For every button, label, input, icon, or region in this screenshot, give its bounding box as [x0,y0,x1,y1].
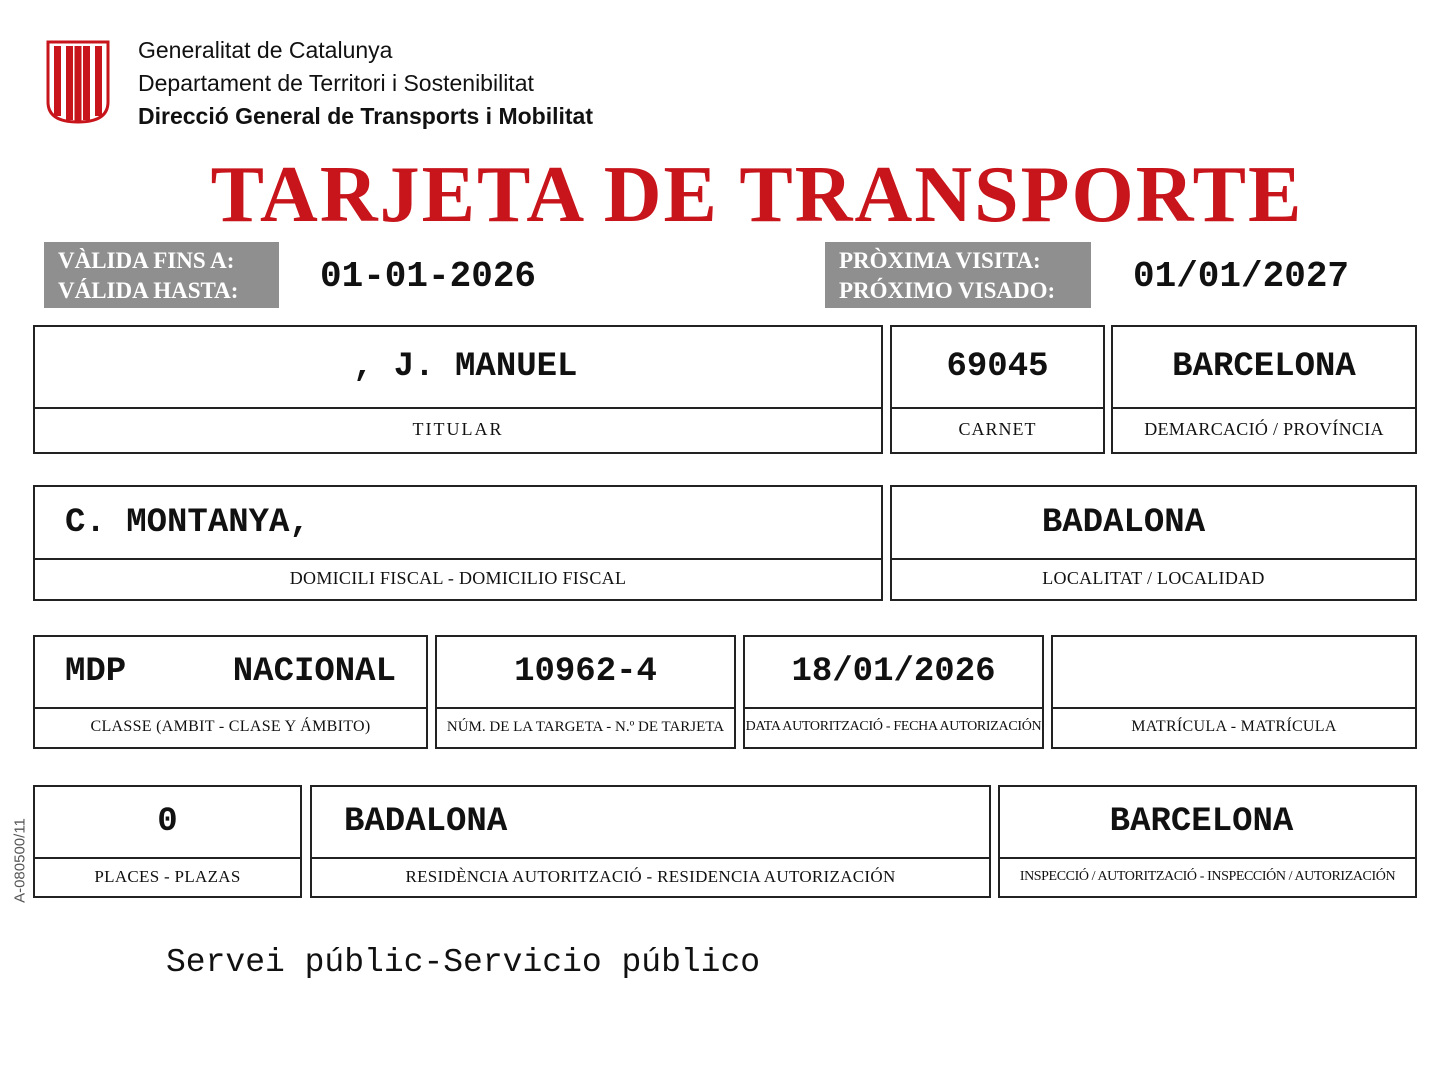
num-targeta-field [435,635,736,749]
classe-value-scope: NACIONAL [232,653,396,691]
residencia-label: RESIDÈNCIA AUTORITZACIÓ - RESIDENCIA AUTORIZACIÓN [405,866,896,886]
carnet-field [890,325,1105,454]
localitat-label: LOCALITAT / LOCALIDAD [1042,568,1265,588]
inspeccio-field [998,785,1417,898]
validity-date: 01-01-2026 [320,256,537,297]
num-targeta-label: NÚM. DE LA TARGETA - N.º DE TARJETA [446,718,725,735]
titular-label: TITULAR [412,419,504,439]
places-value: 0 [35,787,300,859]
matricula-field [1051,635,1417,749]
residencia-field [310,785,991,898]
places-field [33,785,302,898]
classe-label: CLASSE (AMBIT - CLASE Y ÁMBITO) [90,718,371,735]
classe-value [35,637,426,709]
validity-label-ca: VÀLIDA FINS A: [58,248,235,273]
data-autoritzacio-value: 18/01/2026 [745,637,1042,709]
num-targeta-value: 10962-4 [437,637,734,709]
validity-label-es: VÁLIDA HASTA: [58,278,239,303]
header-line-departament: Departament de Territori i Sostenibilitat [138,70,534,96]
carnet-label: CARNET [958,419,1037,439]
next-visit-date: 01/01/2027 [1133,256,1350,297]
titular-field [33,325,883,454]
residencia-value: BADALONA [312,787,989,859]
classe-field [33,635,428,749]
data-autoritzacio-label: DATA AUTORITZACIÓ - FECHA AUTORIZACIÓN [745,719,1042,734]
document-title: TARJETA DE TRANSPORTE [210,151,1304,239]
domicili-field [33,485,883,601]
inspeccio-label: INSPECCIÓ / AUTORITZACIÓ - INSPECCIÓN / AUTORIZACIÓN [1019,868,1396,884]
data-autoritzacio-field [743,635,1044,749]
generalitat-logo [44,38,112,124]
public-service-note: Servei públic-Servicio público [166,944,761,981]
validity-label [44,242,279,308]
domicili-label: DOMICILI FISCAL - DOMICILIO FISCAL [289,568,627,588]
places-label: PLACES - PLAZAS [94,866,241,886]
form-code: A-080500/11 [11,818,29,903]
next-visit-label-ca: PRÒXIMA VISITA: [839,248,1041,273]
matricula-label: MATRÍCULA - MATRÍCULA [1131,718,1337,735]
demarcacio-value: BARCELONA [1113,327,1415,409]
next-visit-label [825,242,1091,308]
next-visit-label-es: PRÓXIMO VISADO: [839,278,1056,303]
domicili-value: C. MONTANYA, [35,487,881,560]
classe-value-type: MDP [65,653,127,691]
header-line-generalitat: Generalitat de Catalunya [138,37,393,63]
header-line-direccio: Direcció General de Transports i Mobilitat [138,103,594,129]
matricula-value [1053,637,1415,709]
titular-value: , J. MANUEL [35,327,881,409]
localitat-value: BADALONA [892,487,1415,560]
inspeccio-value: BARCELONA [1000,787,1415,859]
carnet-value: 69045 [892,327,1103,409]
demarcacio-field [1111,325,1417,454]
demarcacio-label: DEMARCACIÓ / PROVÍNCIA [1144,419,1384,439]
localitat-field [890,485,1417,601]
